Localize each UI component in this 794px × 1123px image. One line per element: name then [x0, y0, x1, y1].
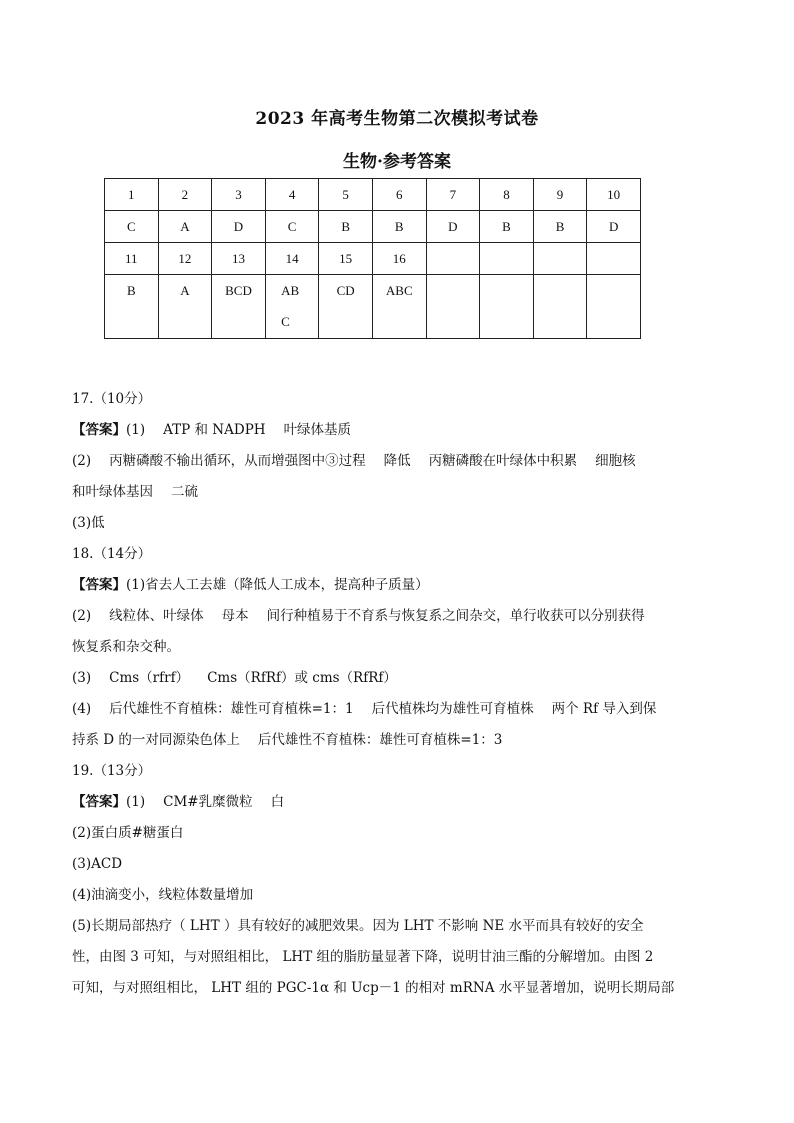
- answer-segment: CM#乳糜微粒: [163, 794, 253, 810]
- table-cell: [105, 275, 159, 339]
- cell-text: CD: [336, 283, 355, 298]
- answer-line: (4)油滴变小，线粒体数量增加: [72, 887, 254, 903]
- answer-segment: 间行种植易于不育系与恢复系之间杂交，单行收获可以分别获得: [266, 608, 645, 624]
- answer-segment: 降低: [383, 453, 411, 469]
- answer-segment: (1): [126, 794, 146, 810]
- answer-line: (3)ACD: [72, 856, 123, 872]
- table-cell: [265, 275, 319, 339]
- table-row: [105, 211, 641, 243]
- table-cell: 16: [372, 243, 426, 275]
- table-row: [105, 275, 641, 339]
- answer-table: [104, 178, 641, 339]
- answer-segment: (1)省去人工去雄（降低人工成本，提高种子质量）: [126, 577, 429, 593]
- answer-segment: (1): [126, 422, 146, 438]
- answer-line: (2)蛋白质#糖蛋白: [72, 825, 184, 841]
- table-cell: [587, 275, 641, 339]
- answer-segment: Cms（rfrf）: [109, 670, 190, 686]
- table-cell: B: [372, 211, 426, 243]
- question-header: 19.（13分）: [72, 763, 152, 779]
- exam-subtitle: 生物·参考答案: [343, 152, 451, 172]
- table-cell: 13: [212, 243, 266, 275]
- answer-line: [72, 787, 682, 818]
- table-cell: 7: [426, 179, 480, 211]
- table-cell: [533, 275, 587, 339]
- exam-title: 2023 年高考生物第二次模拟考试卷: [255, 109, 539, 129]
- table-cell: [587, 243, 641, 275]
- table-cell: C: [265, 211, 319, 243]
- table-cell: [426, 243, 480, 275]
- table-cell: 8: [480, 179, 534, 211]
- answer-segment: (4): [72, 701, 92, 717]
- table-cell: 12: [158, 243, 212, 275]
- answer-segment: 细胞核: [595, 453, 636, 469]
- answer-segment: 持系 D 的一对同源染色体上: [72, 732, 240, 748]
- answer-segment: (2): [72, 453, 92, 469]
- table-cell: 1: [105, 179, 159, 211]
- answer-segment: 线粒体、叶绿体: [109, 608, 204, 624]
- table-cell: [372, 275, 426, 339]
- table-cell: [158, 275, 212, 339]
- answer-segment: 后代雄性不育植株：雄性可育植株=1：1: [109, 701, 354, 717]
- question-header: 18.（14分）: [72, 546, 152, 562]
- answer-segment: Cms（RfRf）或 cms（RfRf）: [207, 670, 397, 686]
- answer-segment: (3): [72, 670, 92, 686]
- answer-segment: 叶绿体基质: [283, 422, 352, 438]
- table-cell: B: [319, 211, 373, 243]
- answer-segment: (2): [72, 608, 92, 624]
- cell-text: B: [126, 283, 136, 298]
- table-cell: [480, 275, 534, 339]
- question-header: 17.（10分）: [72, 391, 152, 407]
- table-cell: [212, 275, 266, 339]
- table-cell: [426, 275, 480, 339]
- answer-content: [72, 384, 682, 1004]
- table-row: [105, 179, 641, 211]
- table-cell: [319, 275, 373, 339]
- answer-line: [72, 477, 682, 508]
- answer-tag: 【答案】: [72, 422, 126, 438]
- answer-line: [72, 601, 682, 632]
- answer-tag: 【答案】: [72, 577, 126, 593]
- table-cell: C: [105, 211, 159, 243]
- answer-line: 恢复系和杂交种。: [72, 639, 180, 655]
- table-cell: 15: [319, 243, 373, 275]
- answer-line: (3)低: [72, 515, 105, 531]
- answer-line: [72, 570, 682, 601]
- answer-line: (5)长期局部热疗（ LHT ）具有较好的减肥效果。因为 LHT 不影响 NE 水平而具有较好的安全: [72, 918, 644, 934]
- answer-segment: 白: [270, 794, 285, 810]
- answer-segment: 丙糖磷酸在叶绿体中积累: [428, 453, 578, 469]
- table-cell: 11: [105, 243, 159, 275]
- answer-tag: 【答案】: [72, 794, 126, 810]
- table-cell: 10: [587, 179, 641, 211]
- answer-segment: 和叶绿体基因: [72, 484, 153, 500]
- answer-segment: 二硫: [171, 484, 198, 500]
- answer-segment: 丙糖磷酸不输出循环，从而增强图中③过程: [109, 453, 366, 469]
- table-cell: B: [533, 211, 587, 243]
- cell-text: ABC: [385, 283, 413, 298]
- table-cell: B: [480, 211, 534, 243]
- cell-text: ABC: [281, 283, 300, 329]
- cell-text: A: [180, 283, 190, 298]
- answer-segment: 母本: [221, 608, 249, 624]
- answer-line: [72, 663, 682, 694]
- table-cell: 4: [265, 179, 319, 211]
- answer-segment: 后代雄性不育植株：雄性可育植株=1：3: [257, 732, 503, 748]
- answer-line: [72, 446, 682, 477]
- table-cell: [533, 243, 587, 275]
- table-cell: 5: [319, 179, 373, 211]
- answer-line: [72, 725, 682, 756]
- table-cell: 6: [372, 179, 426, 211]
- table-cell: 9: [533, 179, 587, 211]
- table-cell: 3: [212, 179, 266, 211]
- table-cell: D: [587, 211, 641, 243]
- answer-line: 可知，与对照组相比， LHT 组的 PGC-1α 和 Ucp－1 的相对 mRNA 水平显著增加，说明长期局部: [72, 980, 675, 996]
- table-row: [105, 243, 641, 275]
- answer-segment: 后代植株均为雄性可育植株: [371, 701, 534, 717]
- table-cell: D: [212, 211, 266, 243]
- answer-line: [72, 694, 682, 725]
- cell-text: BCD: [225, 283, 252, 298]
- table-cell: 2: [158, 179, 212, 211]
- answer-segment: ATP 和 NADPH: [163, 422, 266, 438]
- table-cell: D: [426, 211, 480, 243]
- table-cell: 14: [265, 243, 319, 275]
- table-cell: A: [158, 211, 212, 243]
- answer-segment: 两个 Rf 导入到保: [551, 701, 657, 717]
- answer-line: [72, 415, 682, 446]
- table-cell: [480, 243, 534, 275]
- answer-line: 性，由图 3 可知，与对照组相比， LHT 组的脂肪量显著下降，说明甘油三酯的分解增加。由图 2: [72, 949, 654, 965]
